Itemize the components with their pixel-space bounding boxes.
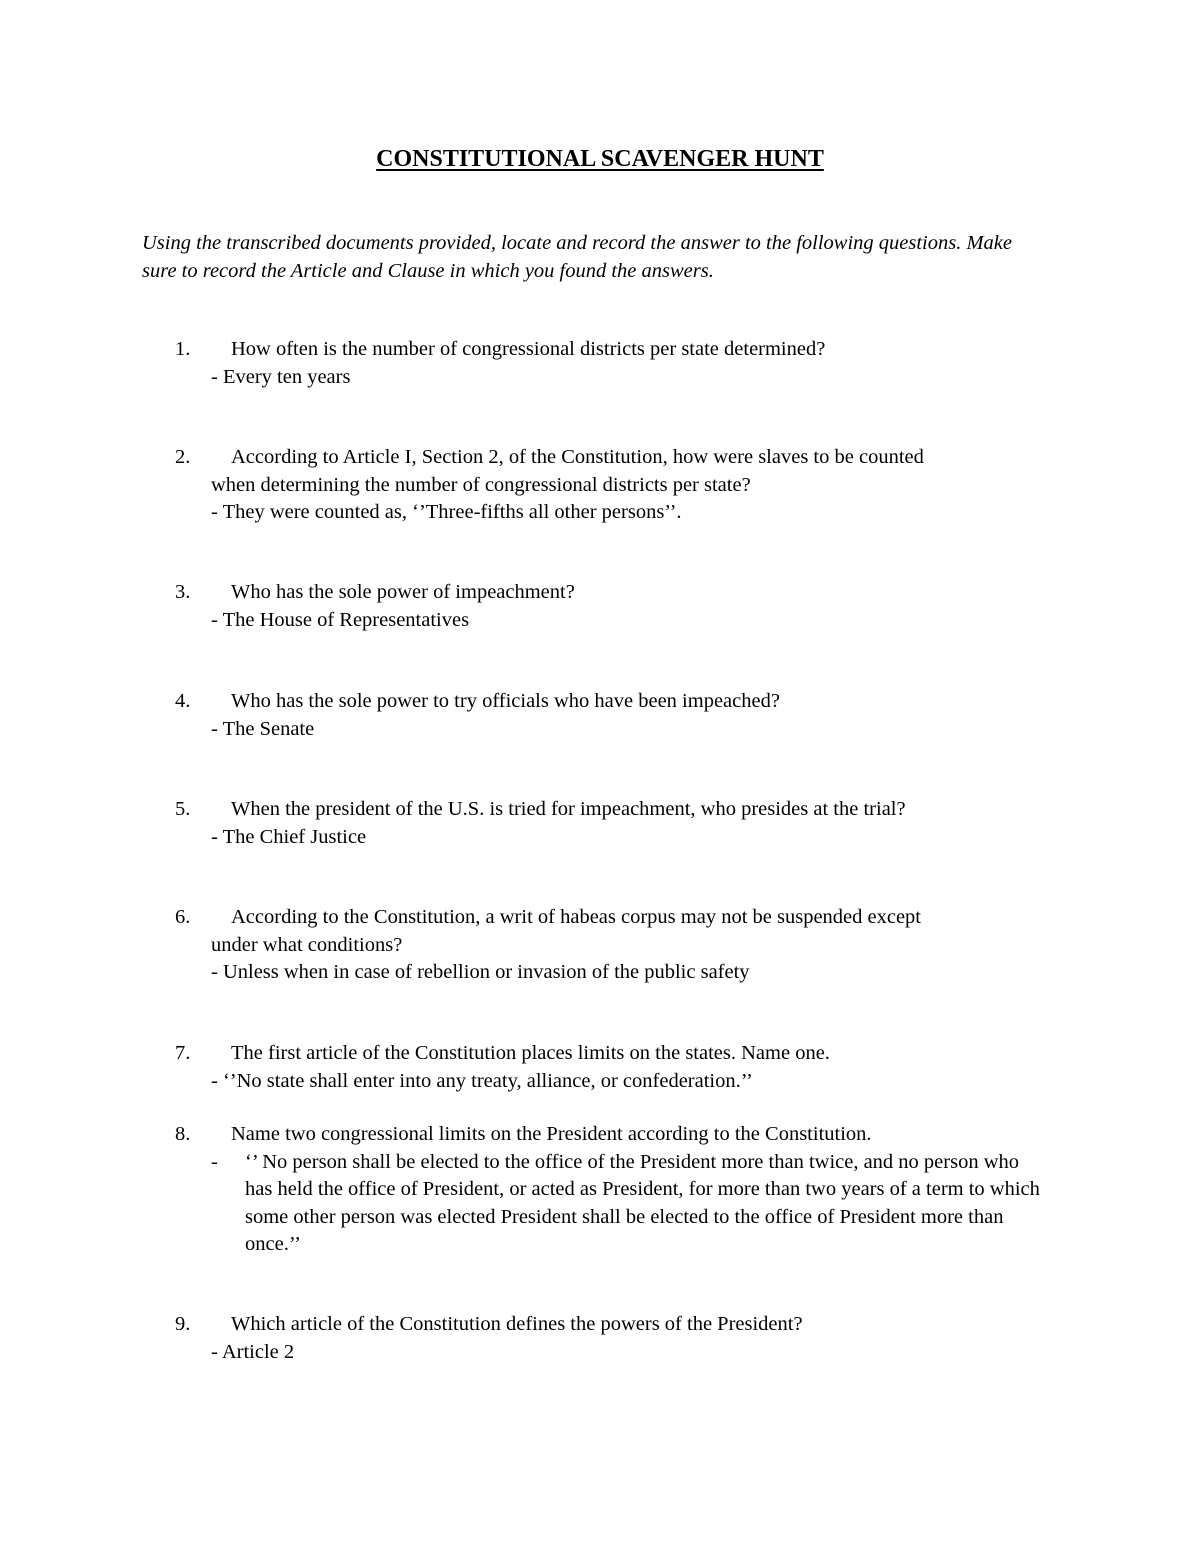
question-2 — [175, 444, 1055, 527]
question-number: 5. — [175, 798, 191, 820]
page-title: CONSTITUTIONAL SCAVENGER HUNT — [376, 146, 824, 172]
question-text: The first article of the Constitution places limits on the states. Name one. — [231, 1042, 830, 1064]
question-text: Who has the sole power of impeachment? — [231, 581, 575, 603]
answer-text: - The Senate — [211, 717, 315, 740]
question-5 — [175, 796, 1055, 851]
question-number: 2. — [175, 446, 191, 468]
answer-text: ‘’ No person shall be elected to the office of the President more than twice, and no person who has held the office of President, or acted as President, for more than two years of a term to which some other person was elected President shall be elected to the office of President more than once.’’ — [245, 1150, 1040, 1255]
answer-dash: - — [211, 1150, 218, 1173]
question-number: 3. — [175, 581, 191, 603]
question-text: Which article of the Constitution defines the powers of the President? — [231, 1313, 803, 1335]
question-number: 4. — [175, 690, 191, 712]
question-text: According to Article I, Section 2, of the Constitution, how were slaves to be counted — [231, 446, 924, 468]
question-9 — [175, 1311, 1055, 1366]
answer-text: - The Chief Justice — [211, 825, 367, 848]
question-3 — [175, 579, 1055, 634]
question-number: 6. — [175, 906, 191, 928]
answer-text: - They were counted as, ‘’Three-fifths all other persons’’. — [211, 501, 682, 523]
answer-text: - Unless when in case of rebellion or invasion of the public safety — [211, 961, 750, 983]
question-number: 9. — [175, 1313, 191, 1335]
answer-text: - Every ten years — [211, 365, 351, 388]
question-text: How often is the number of congressional districts per state determined? — [231, 338, 826, 360]
question-8 — [175, 1121, 1055, 1259]
question-number: 8. — [175, 1123, 191, 1145]
question-text-continued: under what conditions? — [211, 933, 403, 956]
question-1 — [175, 336, 1055, 391]
question-6 — [175, 904, 1055, 987]
answer-text: - The House of Representatives — [211, 608, 470, 631]
question-number: 1. — [175, 338, 191, 360]
question-4 — [175, 688, 1055, 743]
instructions-paragraph: Using the transcribed documents provided, locate and record the answer to the following questions. Make sure to record the Article and Clause in which you found the answers. — [142, 232, 1012, 282]
question-text: According to the Constitution, a writ of habeas corpus may not be suspended except — [231, 906, 922, 928]
question-number: 7. — [175, 1042, 191, 1064]
question-7 — [175, 1040, 1055, 1095]
question-text: When the president of the U.S. is tried for impeachment, who presides at the trial? — [231, 798, 906, 820]
answer-text: - ‘’No state shall enter into any treaty, alliance, or confederation.’’ — [211, 1069, 753, 1092]
answer-text: - Article 2 — [211, 1340, 295, 1363]
question-text-continued: when determining the number of congressional districts per state? — [211, 473, 751, 496]
question-text: Name two congressional limits on the President according to the Constitution. — [231, 1123, 872, 1145]
question-text: Who has the sole power to try officials who have been impeached? — [231, 690, 780, 712]
answer-block — [175, 1149, 1055, 1259]
